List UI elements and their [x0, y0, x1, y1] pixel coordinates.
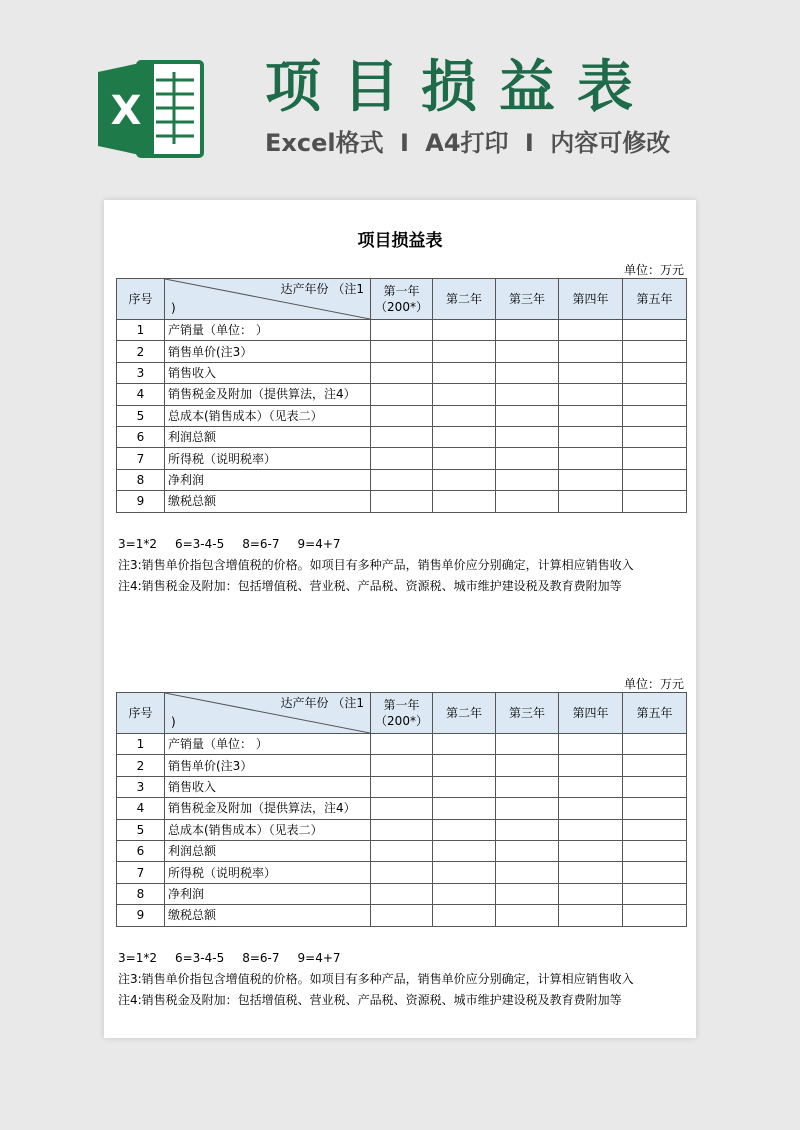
table-cell[interactable] [433, 905, 496, 926]
table-cell[interactable] [433, 840, 496, 861]
table-cell[interactable] [371, 341, 433, 362]
table-row: 7 所得税（说明税率） [117, 448, 687, 469]
table-cell[interactable] [623, 798, 687, 819]
table-cell[interactable] [623, 491, 687, 512]
unit-label: 单位：万元 [623, 677, 684, 691]
table-header-row [117, 693, 687, 734]
header-year-1: 第一年 （200*） [371, 279, 433, 320]
table-cell[interactable] [496, 405, 559, 426]
table-cell[interactable] [371, 469, 433, 490]
table-cell[interactable] [371, 362, 433, 383]
table-cell[interactable] [496, 320, 559, 341]
table-cell[interactable] [371, 448, 433, 469]
header-year-1: 第一年 （200*） [371, 693, 433, 734]
table-cell[interactable] [623, 734, 687, 755]
table-row: 5 总成本(销售成本）（见表二） [117, 405, 687, 426]
table-cell[interactable] [371, 840, 433, 861]
table-cell[interactable] [623, 384, 687, 405]
table-row: 1 产销量（单位： ） [117, 320, 687, 341]
table-row: 8 净利润 [117, 469, 687, 490]
subtitle-editable: 内容可修改 [550, 129, 671, 157]
table-cell[interactable] [371, 776, 433, 797]
table-cell[interactable] [433, 798, 496, 819]
subtitle-format: Excel格式 [265, 129, 384, 157]
table-cell[interactable] [559, 840, 623, 861]
table-cell[interactable] [559, 426, 623, 447]
table-cell[interactable] [496, 905, 559, 926]
header-item-label: ) [171, 301, 176, 315]
table-cell[interactable] [496, 341, 559, 362]
table-cell[interactable] [433, 448, 496, 469]
table-cell[interactable] [433, 320, 496, 341]
table-row: 5 总成本(销售成本）（见表二） [117, 819, 687, 840]
table-row: 2 销售单价(注3） [117, 341, 687, 362]
table-cell[interactable] [433, 862, 496, 883]
table-cell[interactable] [496, 819, 559, 840]
table-cell[interactable] [371, 862, 433, 883]
table-row: 6 利润总额 [117, 426, 687, 447]
header-year-3: 第三年 [496, 279, 559, 320]
header-index: 序号 [117, 279, 165, 320]
table-cell[interactable] [433, 469, 496, 490]
table-cell[interactable] [559, 448, 623, 469]
header-year-4: 第四年 [559, 693, 623, 734]
table-cell[interactable] [623, 320, 687, 341]
table-cell[interactable] [559, 905, 623, 926]
table-header-row [117, 279, 687, 320]
header-index: 序号 [117, 693, 165, 734]
svg-text:X: X [110, 88, 142, 134]
note-3: 注3:销售单价指包含增值税的价格。如项目有多种产品，销售单价应分别确定，计算相应销售收入 [118, 558, 634, 572]
table-cell[interactable] [371, 734, 433, 755]
table-cell[interactable] [559, 755, 623, 776]
header-year-5: 第五年 [623, 693, 687, 734]
table-cell[interactable] [623, 840, 687, 861]
table-cell[interactable] [371, 819, 433, 840]
table-cell[interactable] [559, 819, 623, 840]
subtitle-separator: I [399, 129, 409, 157]
table-cell[interactable] [559, 798, 623, 819]
banner [0, 0, 800, 190]
note-3: 注3:销售单价指包含增值税的价格。如项目有多种产品，销售单价应分别确定，计算相应销售收入 [118, 972, 634, 986]
table-cell[interactable] [623, 755, 687, 776]
table-row: 9 缴税总额 [117, 905, 687, 926]
table-row: 1 产销量（单位： ） [117, 734, 687, 755]
document-page [104, 200, 696, 1038]
table-cell[interactable] [623, 341, 687, 362]
header-year-label: 达产年份 （注1 [280, 696, 364, 710]
table-cell[interactable] [623, 426, 687, 447]
table-cell[interactable] [623, 362, 687, 383]
table-cell[interactable] [433, 755, 496, 776]
header-diagonal [165, 279, 371, 320]
header-year-5: 第五年 [623, 279, 687, 320]
table-cell[interactable] [371, 755, 433, 776]
subtitle-separator: I [524, 129, 534, 157]
table-row: 3 销售收入 [117, 362, 687, 383]
notes-section [118, 948, 688, 1011]
table-cell[interactable] [496, 734, 559, 755]
table-cell[interactable] [496, 448, 559, 469]
income-table [116, 278, 687, 513]
header-year-3: 第三年 [496, 693, 559, 734]
table-cell[interactable] [559, 883, 623, 904]
excel-logo-icon [98, 58, 206, 160]
header-diagonal [165, 693, 371, 734]
hero-subtitle [265, 126, 725, 160]
table-cell[interactable] [371, 905, 433, 926]
table-cell[interactable] [559, 362, 623, 383]
table-cell[interactable] [623, 905, 687, 926]
table-cell[interactable] [496, 883, 559, 904]
income-table [116, 692, 687, 927]
table-cell[interactable] [371, 883, 433, 904]
table-cell[interactable] [496, 426, 559, 447]
table-cell[interactable] [496, 491, 559, 512]
table-cell[interactable] [433, 883, 496, 904]
hero-title: 项目损益表 [265, 55, 655, 120]
table-cell[interactable] [496, 840, 559, 861]
table-row: 3 销售收入 [117, 776, 687, 797]
table-cell[interactable] [559, 469, 623, 490]
table-cell[interactable] [496, 798, 559, 819]
table-cell[interactable] [433, 776, 496, 797]
table-cell[interactable] [371, 384, 433, 405]
formula-line: 3=1*2 6=3-4-5 8=6-7 9=4+7 [118, 537, 341, 551]
table-cell[interactable] [623, 883, 687, 904]
table-cell[interactable] [496, 776, 559, 797]
table-cell[interactable] [496, 862, 559, 883]
table-cell[interactable] [433, 426, 496, 447]
formula-line: 3=1*2 6=3-4-5 8=6-7 9=4+7 [118, 951, 341, 965]
table-cell[interactable] [623, 776, 687, 797]
table-row: 7 所得税（说明税率） [117, 862, 687, 883]
table-cell[interactable] [559, 320, 623, 341]
table-row: 4 销售税金及附加（提供算法，注4） [117, 798, 687, 819]
table-cell[interactable] [496, 469, 559, 490]
table-cell[interactable] [433, 405, 496, 426]
table-cell[interactable] [433, 734, 496, 755]
table-cell[interactable] [559, 405, 623, 426]
table-cell[interactable] [623, 469, 687, 490]
table-cell[interactable] [371, 405, 433, 426]
table-cell[interactable] [371, 491, 433, 512]
table-cell[interactable] [623, 819, 687, 840]
table-cell[interactable] [371, 320, 433, 341]
table-cell[interactable] [496, 384, 559, 405]
table-cell[interactable] [559, 734, 623, 755]
table-cell[interactable] [559, 384, 623, 405]
table-cell[interactable] [559, 341, 623, 362]
table-cell[interactable] [623, 862, 687, 883]
table-cell[interactable] [433, 819, 496, 840]
table-cell[interactable] [371, 426, 433, 447]
table-cell[interactable] [433, 491, 496, 512]
table-cell[interactable] [559, 776, 623, 797]
unit-label: 单位：万元 [623, 263, 684, 277]
note-4: 注4:销售税金及附加：包括增值税、营业税、产品税、资源税、城市维护建设税及教育费附加等 [118, 579, 622, 593]
table-cell[interactable] [559, 491, 623, 512]
table-cell[interactable] [433, 341, 496, 362]
subtitle-print: A4打印 [425, 129, 509, 157]
header-year-label: 达产年份 （注1 [280, 282, 364, 296]
table-cell[interactable] [623, 448, 687, 469]
header-year-2: 第二年 [433, 279, 496, 320]
table-cell[interactable] [559, 862, 623, 883]
table-row: 4 销售税金及附加（提供算法，注4） [117, 384, 687, 405]
header-item-label: ) [171, 715, 176, 729]
table-row: 9 缴税总额 [117, 491, 687, 512]
table-cell[interactable] [496, 755, 559, 776]
table-cell[interactable] [623, 405, 687, 426]
note-4: 注4:销售税金及附加：包括增值税、营业税、产品税、资源税、城市维护建设税及教育费附加等 [118, 993, 622, 1007]
table-cell[interactable] [371, 798, 433, 819]
header-year-4: 第四年 [559, 279, 623, 320]
table-cell[interactable] [433, 384, 496, 405]
table-row: 6 利润总额 [117, 840, 687, 861]
document-title: 项目损益表 [357, 231, 443, 251]
table-row: 8 净利润 [117, 883, 687, 904]
table-cell[interactable] [496, 362, 559, 383]
table-row: 2 销售单价(注3） [117, 755, 687, 776]
table-cell[interactable] [433, 362, 496, 383]
header-year-2: 第二年 [433, 693, 496, 734]
notes-section [118, 534, 688, 597]
